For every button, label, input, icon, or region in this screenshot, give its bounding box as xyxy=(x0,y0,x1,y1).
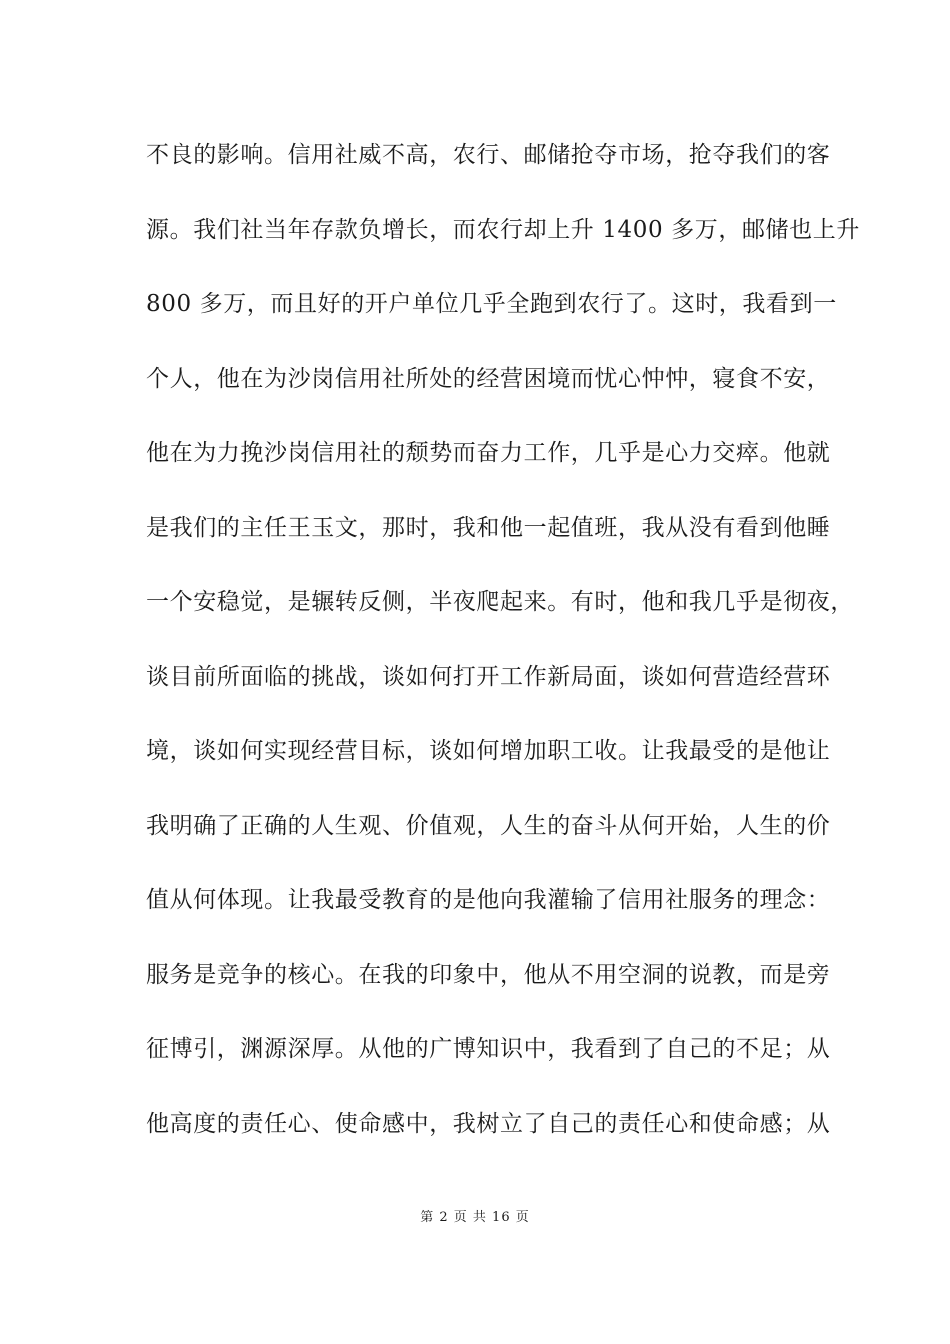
text-line: 谈目前所面临的挑战，谈如何打开工作新局面，谈如何营造经营环 xyxy=(146,663,831,690)
text-line: 他高度的责任心、使命感中，我树立了自己的责任心和使命感；从 xyxy=(146,1110,831,1137)
text-line: 征博引，渊源深厚。从他的广博知识中，我看到了自己的不足；从 xyxy=(146,1036,831,1062)
text-line: 我明确了正确的人生观、价值观，人生的奋斗从何开始，人生的价 xyxy=(146,812,831,839)
text-line: 值从何体现。让我最受教育的是他向我灌输了信用社服务的理念： xyxy=(146,887,831,913)
text-line: 不良的影响。信用社威不高，农行、邮储抢夺市场，抢夺我们的客 xyxy=(146,142,831,168)
text-line: 一个安稳觉，是辗转反侧，半夜爬起来。有时，他和我几乎是彻夜， xyxy=(146,589,854,615)
text-line: 800 多万，而且好的开户单位几乎全跑到农行了。这时，我看到一 xyxy=(146,291,837,317)
text-line: 他在为力挽沙岗信用社的颓势而奋力工作，几乎是心力交瘁。他就 xyxy=(146,440,831,466)
text-line: 是我们的主任王玉文，那时，我和他一起值班，我从没有看到他睡 xyxy=(146,514,831,541)
body-text xyxy=(146,134,860,1177)
text-line: 源。我们社当年存款负增长，而农行却上升 1400 多万，邮储也上升 xyxy=(146,216,860,243)
page-footer xyxy=(0,1206,950,1225)
text-line: 服务是竞争的核心。在我的印象中，他从不用空洞的说教，而是旁 xyxy=(146,961,831,988)
text-line: 境，谈如何实现经营目标，谈如何增加职工收。让我最受的是他让 xyxy=(146,738,831,764)
page-number: 第 2 页 共 16 页 xyxy=(420,1210,530,1225)
text-line: 个人，他在为沙岗信用社所处的经营困境而忧心忡忡，寝食不安， xyxy=(146,365,831,392)
